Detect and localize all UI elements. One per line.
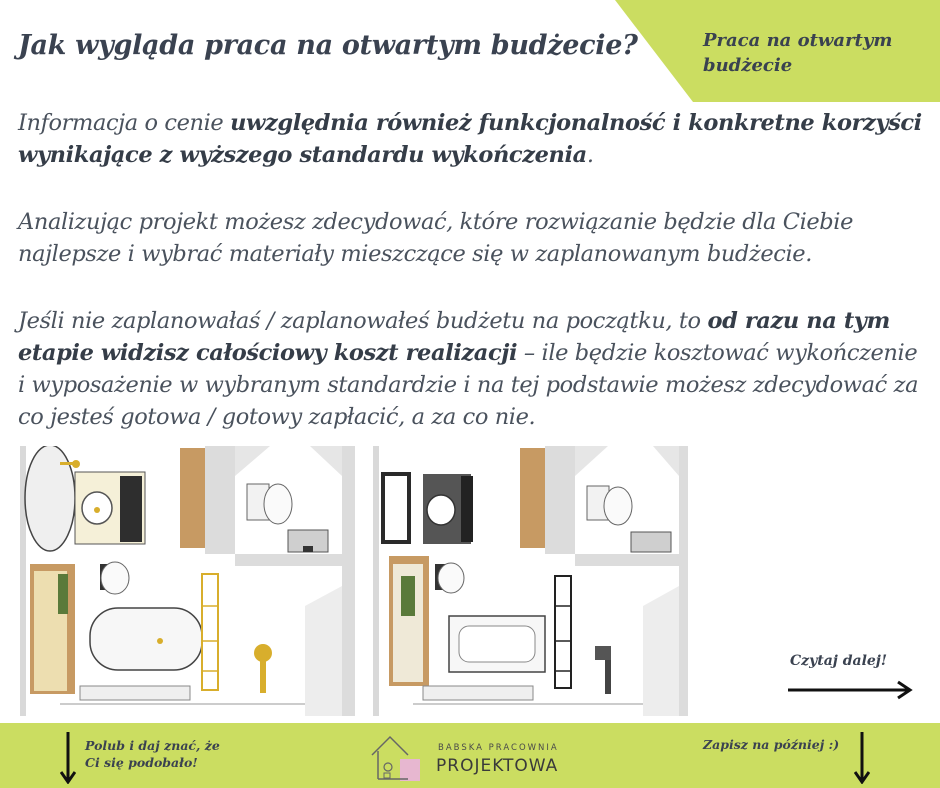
logo-subtitle: BABSKA PRACOWNIA	[438, 743, 559, 753]
paragraph-1-end: .	[586, 142, 594, 168]
arrow-down-icon	[854, 732, 870, 784]
paragraph-analysis: Analizując projekt możesz zdecydować, które rozwiązanie będzie dla Ciebie najlepsze i wybrać materiały mieszczące się w zaplanowanym budżecie.	[18, 209, 854, 267]
paragraph-1-bold: uwzględnia również funkcjonalność i konkretne korzyści wynikające z wyższego standardu wykończenia	[18, 110, 922, 168]
bathroom-plan-premium	[20, 446, 355, 716]
page-title: Jak wygląda praca na otwartym budżecie?	[18, 30, 638, 61]
brand-logo	[368, 729, 568, 785]
logo-title: PROJEKTOWA	[436, 756, 559, 776]
house-logo-icon	[368, 729, 428, 785]
paragraph-1-text: Informacja o cenie	[18, 110, 231, 136]
like-prompt	[85, 737, 225, 771]
save-prompt: Zapisz na później :)	[703, 737, 840, 752]
arrow-right-icon	[788, 680, 914, 700]
paragraph-budget	[18, 305, 923, 433]
like-prompt-text: Polub i daj znać, że Ci się podobało!	[85, 738, 220, 770]
arrow-down-icon	[60, 732, 76, 784]
footer-bar	[0, 723, 940, 788]
bathroom-plan-standard	[373, 446, 688, 716]
corner-label: Praca na otwartym budżecie	[703, 30, 893, 76]
read-more-label[interactable]: Czytaj dalej!	[790, 653, 888, 669]
paragraph-3-end: – ile będzie kosztować wykończenie i wyposażenie w wybranym standardzie i na tej podstawie możesz zdecydować za co jesteś gotowa / gotowy zapłacić, a za co nie.	[18, 340, 919, 430]
paragraph-3-text: Jeśli nie zaplanowałaś / zaplanowałeś budżetu na początku, to	[18, 308, 708, 334]
paragraph-3-bold: od razu na tym etapie widzisz całościowy koszt realizacji	[18, 308, 890, 366]
paragraph-price-info	[18, 107, 923, 171]
